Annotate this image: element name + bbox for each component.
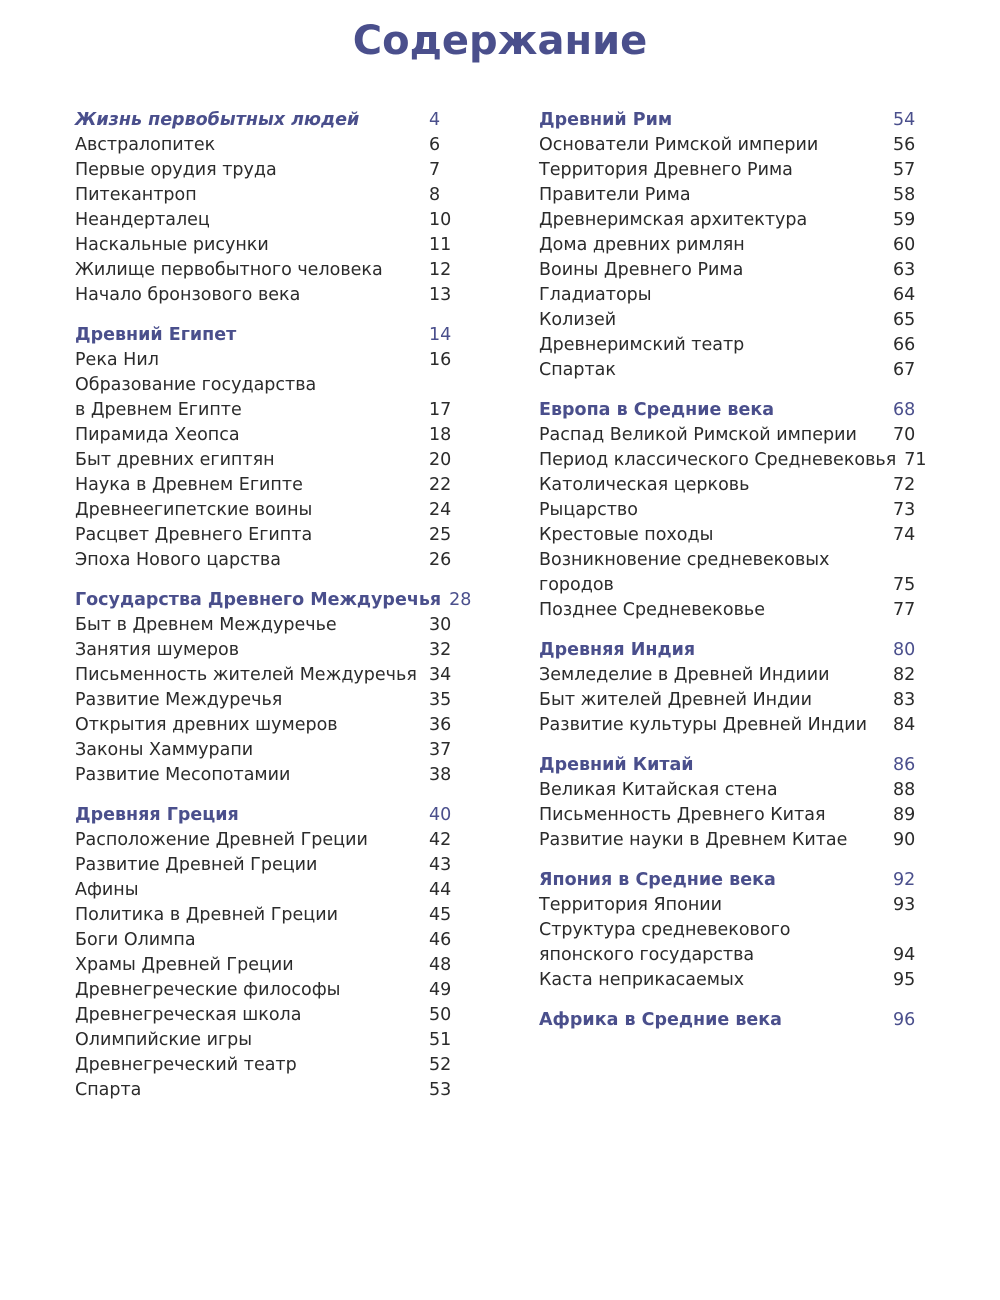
entry-page-number: 90 <box>893 830 916 850</box>
entry-title-continued: городов <box>539 575 614 595</box>
entry-page-number: 57 <box>893 160 916 180</box>
entry-page-number: 51 <box>429 1030 452 1050</box>
section-title: Жизнь первобытных людей <box>75 110 360 130</box>
entry-page-number: 52 <box>429 1055 452 1075</box>
page-title: Содержание <box>352 18 648 64</box>
section-title: Древний Египет <box>75 325 237 345</box>
entry-page-number: 53 <box>429 1080 452 1100</box>
entry-page-number: 59 <box>893 210 916 230</box>
toc-entry[interactable] <box>75 448 455 473</box>
entry-title: Питекантроп <box>75 185 197 205</box>
entry-title: Река Нил <box>75 350 159 370</box>
entry-title-continued: японского государства <box>539 945 755 965</box>
entry-page-number: 45 <box>429 905 452 925</box>
entry-title: Дома древних римлян <box>539 235 745 255</box>
toc-entry[interactable] <box>75 878 455 903</box>
entry-title: Политика в Древней Греции <box>75 905 338 925</box>
entry-title: Основатели Римской империи <box>539 135 819 155</box>
toc-entry[interactable] <box>539 208 919 233</box>
entry-title: Быт жителей Древней Индии <box>539 690 812 710</box>
entry-page-number: 48 <box>429 955 452 975</box>
entry-title: Каста неприкасаемых <box>539 970 745 990</box>
toc-entry[interactable] <box>539 358 919 383</box>
toc-entry[interactable] <box>75 1078 455 1103</box>
toc-entry[interactable] <box>539 473 919 498</box>
entry-page-number: 18 <box>429 425 452 445</box>
entry-title: Крестовые походы <box>539 525 714 545</box>
toc-entry[interactable] <box>539 688 919 713</box>
section-title: Европа в Средние века <box>539 400 775 420</box>
toc-entry[interactable] <box>75 233 455 258</box>
entry-page-number: 64 <box>893 285 916 305</box>
entry-page-number: 65 <box>893 310 916 330</box>
toc-entry[interactable] <box>539 598 919 623</box>
toc-column-left <box>75 108 472 1118</box>
entry-title: Первые орудия труда <box>75 160 277 180</box>
entry-page-number: 11 <box>429 235 452 255</box>
toc-entry[interactable] <box>75 763 455 788</box>
section-page-number: 68 <box>893 400 916 420</box>
toc-section <box>75 588 472 788</box>
entry-title: Начало бронзового века <box>75 285 301 305</box>
toc-entry[interactable] <box>539 778 919 803</box>
toc-entry[interactable] <box>539 133 919 158</box>
entry-page-number: 94 <box>893 945 916 965</box>
entry-page-number: 13 <box>429 285 452 305</box>
entry-page-number: 10 <box>429 210 452 230</box>
entry-title: Австралопитек <box>75 135 216 155</box>
entry-title: Территория Древнего Рима <box>539 160 793 180</box>
toc-entry[interactable] <box>75 903 455 928</box>
entry-title: Древнегреческие философы <box>75 980 341 1000</box>
entry-title: Жилище первобытного человека <box>75 260 383 280</box>
entry-page-number: 46 <box>429 930 452 950</box>
entry-title: Пирамида Хеопса <box>75 425 240 445</box>
toc-entry[interactable] <box>539 548 919 598</box>
entry-title: Наскальные рисунки <box>75 235 269 255</box>
entry-title: Территория Японии <box>539 895 723 915</box>
entry-page-number: 8 <box>429 185 441 205</box>
entry-page-number: 89 <box>893 805 916 825</box>
entry-page-number: 20 <box>429 450 452 470</box>
toc-entry[interactable] <box>75 183 455 208</box>
toc-entry[interactable] <box>539 663 919 688</box>
toc-entry[interactable] <box>75 158 455 183</box>
entry-page-number: 16 <box>429 350 452 370</box>
section-page-number: 54 <box>893 110 916 130</box>
entry-title: Древнеегипетские воины <box>75 500 313 520</box>
toc-entry[interactable] <box>539 448 927 473</box>
entry-page-number: 7 <box>429 160 441 180</box>
entry-title: Период классического Средневековья <box>539 450 897 470</box>
entry-title: Позднее Средневековье <box>539 600 765 620</box>
section-title: Государства Древнего Междуречья <box>75 590 442 610</box>
toc-section <box>539 868 919 993</box>
entry-page-number: 60 <box>893 235 916 255</box>
toc-entry[interactable] <box>539 713 919 738</box>
entry-page-number: 70 <box>893 425 916 445</box>
toc-entry[interactable] <box>539 828 919 853</box>
section-page-number: 14 <box>429 325 452 345</box>
section-title: Древняя Греция <box>75 805 239 825</box>
entry-title: Древнегреческий театр <box>75 1055 297 1075</box>
entry-page-number: 56 <box>893 135 916 155</box>
toc-entry[interactable] <box>75 738 455 763</box>
toc-entry[interactable] <box>539 158 919 183</box>
toc-entry[interactable] <box>539 893 919 918</box>
toc-entry[interactable] <box>75 953 455 978</box>
entry-title: Открытия древних шумеров <box>75 715 338 735</box>
toc-entry[interactable] <box>539 968 919 993</box>
toc-entry[interactable] <box>75 523 455 548</box>
toc-entry[interactable] <box>75 828 455 853</box>
entry-page-number: 6 <box>429 135 441 155</box>
entry-title: Боги Олимпа <box>75 930 196 950</box>
entry-title: Правители Рима <box>539 185 691 205</box>
entry-page-number: 88 <box>893 780 916 800</box>
entry-title: Законы Хаммурапи <box>75 740 254 760</box>
entry-title: Древнеримский театр <box>539 335 745 355</box>
entry-title: Быт в Древнем Междуречье <box>75 615 337 635</box>
entry-title: Спартак <box>539 360 616 380</box>
toc-entry[interactable] <box>75 1053 455 1078</box>
section-page-number: 80 <box>893 640 916 660</box>
entry-page-number: 42 <box>429 830 452 850</box>
entry-title: Расцвет Древнего Египта <box>75 525 313 545</box>
toc-entry[interactable] <box>539 183 919 208</box>
section-title: Древний Китай <box>539 755 694 775</box>
entry-title: Развитие Междуречья <box>75 690 283 710</box>
toc-entry[interactable] <box>539 233 919 258</box>
toc-entry[interactable] <box>75 688 455 713</box>
toc-section <box>75 323 455 573</box>
toc-entry[interactable] <box>75 373 455 423</box>
entry-page-number: 50 <box>429 1005 452 1025</box>
toc-entry[interactable] <box>75 663 455 688</box>
toc-entry[interactable] <box>75 283 455 308</box>
entry-title: Быт древних египтян <box>75 450 275 470</box>
section-title: Япония в Средние века <box>539 870 776 890</box>
toc-entry[interactable] <box>75 853 455 878</box>
toc-entry[interactable] <box>539 308 919 333</box>
entry-title: Католическая церковь <box>539 475 750 495</box>
toc-entry[interactable] <box>539 918 919 968</box>
toc-section-heading[interactable] <box>539 1008 919 1033</box>
toc-entry[interactable] <box>539 523 919 548</box>
entry-title: Образование государства <box>75 375 317 395</box>
section-title: Африка в Средние века <box>539 1010 782 1030</box>
section-page-number: 4 <box>429 110 441 130</box>
entry-title: Древнегреческая школа <box>75 1005 302 1025</box>
entry-title: Распад Великой Римской империи <box>539 425 857 445</box>
entry-page-number: 67 <box>893 360 916 380</box>
toc-section <box>539 398 927 623</box>
entry-title: Письменность жителей Междуречья <box>75 665 417 685</box>
toc-entry[interactable] <box>75 978 455 1003</box>
entry-title: Структура средневекового <box>539 920 791 940</box>
toc-section <box>75 803 455 1103</box>
entry-title: Олимпийские игры <box>75 1030 253 1050</box>
toc-section-heading[interactable] <box>75 323 455 348</box>
entry-page-number: 35 <box>429 690 452 710</box>
entry-page-number: 37 <box>429 740 452 760</box>
toc-column-right <box>539 108 927 1048</box>
entry-title-continued: в Древнем Египте <box>75 400 242 420</box>
entry-page-number: 44 <box>429 880 452 900</box>
entry-title: Развитие Древней Греции <box>75 855 318 875</box>
toc-section-heading[interactable] <box>539 398 919 423</box>
entry-page-number: 93 <box>893 895 916 915</box>
entry-page-number: 38 <box>429 765 452 785</box>
toc-entry[interactable] <box>75 498 455 523</box>
entry-page-number: 22 <box>429 475 452 495</box>
entry-page-number: 26 <box>429 550 452 570</box>
entry-title: Храмы Древней Греции <box>75 955 294 975</box>
toc-entry[interactable] <box>539 258 919 283</box>
entry-title: Наука в Древнем Египте <box>75 475 303 495</box>
entry-page-number: 34 <box>429 665 452 685</box>
section-page-number: 40 <box>429 805 452 825</box>
entry-title: Древнеримская архитектура <box>539 210 808 230</box>
entry-page-number: 32 <box>429 640 452 660</box>
entry-page-number: 95 <box>893 970 916 990</box>
toc-entry[interactable] <box>75 258 455 283</box>
entry-page-number: 82 <box>893 665 916 685</box>
entry-title: Колизей <box>539 310 617 330</box>
toc-entry[interactable] <box>75 133 455 158</box>
entry-page-number: 71 <box>904 450 927 470</box>
entry-page-number: 49 <box>429 980 452 1000</box>
entry-page-number: 63 <box>893 260 916 280</box>
toc-entry[interactable] <box>75 423 455 448</box>
toc-section-heading[interactable] <box>75 588 472 613</box>
entry-page-number: 77 <box>893 600 916 620</box>
entry-page-number: 36 <box>429 715 452 735</box>
toc-section <box>75 108 455 308</box>
entry-title: Развитие культуры Древней Индии <box>539 715 868 735</box>
entry-page-number: 83 <box>893 690 916 710</box>
entry-page-number: 12 <box>429 260 452 280</box>
toc-entry[interactable] <box>75 548 455 573</box>
entry-page-number: 17 <box>429 400 452 420</box>
entry-title: Возникновение средневековых <box>539 550 830 570</box>
toc-section-heading[interactable] <box>539 868 919 893</box>
section-title: Древний Рим <box>539 110 673 130</box>
toc-section-heading[interactable] <box>75 803 455 828</box>
section-page-number: 28 <box>449 590 472 610</box>
entry-page-number: 74 <box>893 525 916 545</box>
toc-section <box>539 638 919 738</box>
entry-page-number: 75 <box>893 575 916 595</box>
toc-entry[interactable] <box>539 423 919 448</box>
section-page-number: 92 <box>893 870 916 890</box>
toc-section <box>539 1008 919 1033</box>
toc-entry[interactable] <box>75 713 455 738</box>
toc-section-heading[interactable] <box>539 753 919 778</box>
entry-title: Великая Китайская стена <box>539 780 778 800</box>
entry-title: Рыцарство <box>539 500 638 520</box>
toc-entry[interactable] <box>75 1028 455 1053</box>
entry-title: Занятия шумеров <box>75 640 240 660</box>
entry-page-number: 72 <box>893 475 916 495</box>
toc-entry[interactable] <box>75 638 455 663</box>
entry-title: Гладиаторы <box>539 285 652 305</box>
entry-title: Развитие науки в Древнем Китае <box>539 830 848 850</box>
entry-page-number: 58 <box>893 185 916 205</box>
entry-title: Земледелие в Древней Индиии <box>539 665 830 685</box>
entry-title: Афины <box>75 880 139 900</box>
section-page-number: 86 <box>893 755 916 775</box>
entry-title: Развитие Месопотамии <box>75 765 291 785</box>
entry-page-number: 25 <box>429 525 452 545</box>
toc-entry[interactable] <box>539 803 919 828</box>
toc-entry[interactable] <box>75 613 455 638</box>
entry-page-number: 66 <box>893 335 916 355</box>
toc-entry[interactable] <box>539 498 919 523</box>
entry-title: Неандерталец <box>75 210 210 230</box>
toc-entry[interactable] <box>75 928 455 953</box>
section-page-number: 96 <box>893 1010 916 1030</box>
entry-page-number: 84 <box>893 715 916 735</box>
entry-title: Эпоха Нового царства <box>75 550 281 570</box>
entry-title: Спарта <box>75 1080 142 1100</box>
entry-page-number: 30 <box>429 615 452 635</box>
toc-section-heading[interactable] <box>539 638 919 663</box>
entry-title: Письменность Древнего Китая <box>539 805 826 825</box>
toc-entry[interactable] <box>539 333 919 358</box>
entry-page-number: 73 <box>893 500 916 520</box>
toc-section-heading[interactable] <box>539 108 919 133</box>
toc-entry[interactable] <box>75 208 455 233</box>
toc-entry[interactable] <box>539 283 919 308</box>
entry-title: Расположение Древней Греции <box>75 830 368 850</box>
toc-section-heading[interactable] <box>75 108 455 133</box>
toc-entry[interactable] <box>75 1003 455 1028</box>
toc-section <box>539 108 919 383</box>
entry-page-number: 24 <box>429 500 452 520</box>
toc-entry[interactable] <box>75 348 455 373</box>
entry-page-number: 43 <box>429 855 452 875</box>
entry-title: Воины Древнего Рима <box>539 260 744 280</box>
toc-entry[interactable] <box>75 473 455 498</box>
section-title: Древняя Индия <box>539 640 696 660</box>
toc-section <box>539 753 919 853</box>
